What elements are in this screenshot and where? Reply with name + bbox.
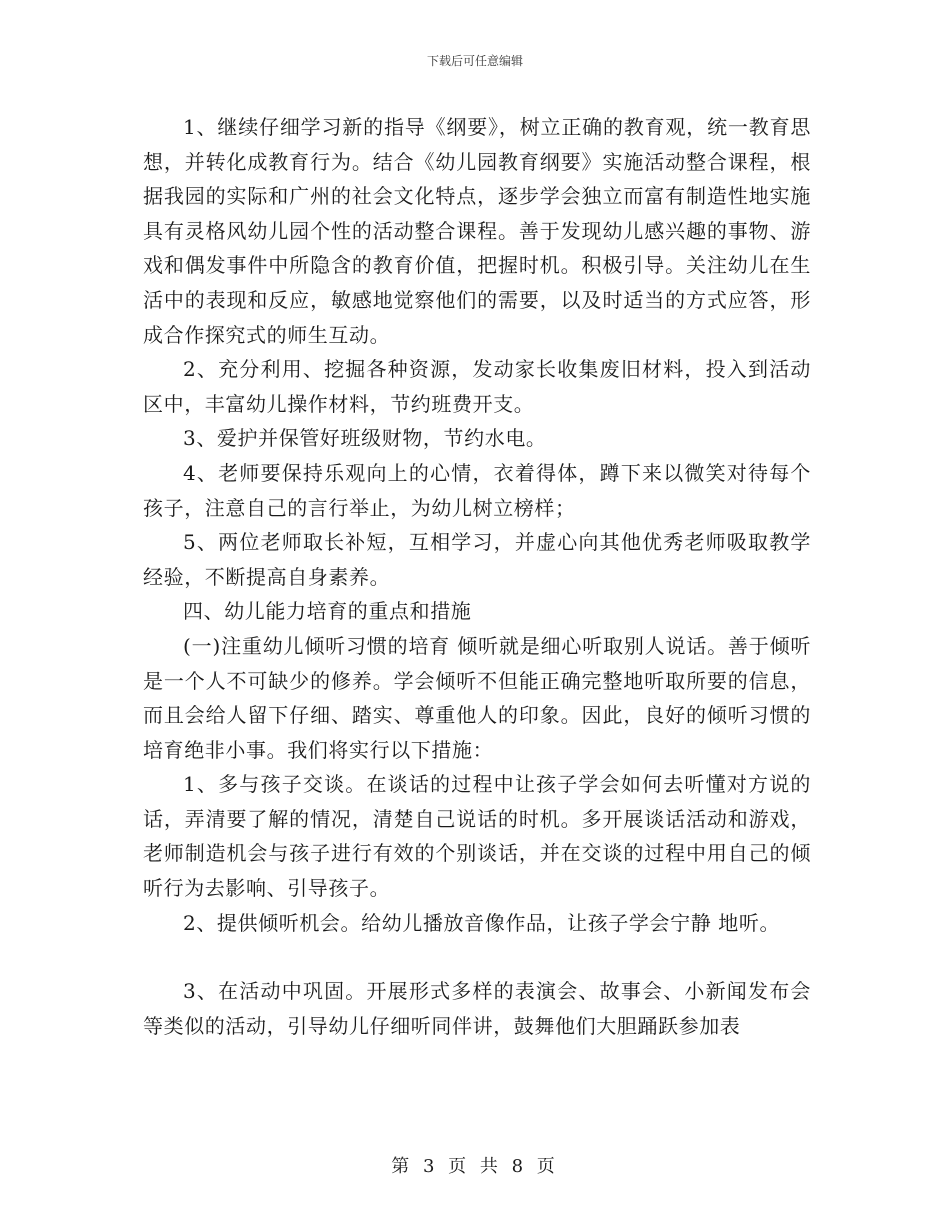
document-body bbox=[143, 110, 811, 1043]
section-heading: 四、幼儿能力培育的重点和措施 bbox=[183, 599, 472, 624]
paragraph-measure-1: 1、多与孩子交谈。在谈话的过程中让孩子学会如何去听懂对方说的话，弄清要了解的情况，清楚自己说话的时机。多开展谈话活动和游戏，老师制造机会与孩子进行有效的个别谈话，并在交谈的过程中用自己的倾听行为去影响、引导孩子。 bbox=[143, 772, 811, 901]
paragraph-5: 5、两位老师取长补短，互相学习，并虚心向其他优秀老师吸取教学经验，不断提高自身素养。 bbox=[143, 530, 811, 589]
page-footer: 第 3 页 共 8 页 bbox=[391, 1156, 559, 1177]
paragraph-measure-3: 3、在活动中巩固。开展形式多样的表演会、故事会、小新闻发布会等类似的活动，引导幼儿仔细听同伴讲，鼓舞他们大胆踊跃参加表 bbox=[143, 979, 811, 1038]
paragraph-1: 1、继续仔细学习新的指导《纲要》，树立正确的教育观，统一教育思想，并转化成教育行为。结合《幼儿园教育纲要》实施活动整合课程，根据我园的实际和广州的社会文化特点，逐步学会独立而富有制造性地实施具有灵格风幼儿园个性的活动整合课程。善于发现幼儿感兴趣的事物、游戏和偶发事件中所隐含的教育价值，把握时机。积极引导。关注幼儿在生活中的表现和反应，敏感地觉察他们的需要，以及时适当的方式应答，形成合作探究式的师生互动。 bbox=[143, 115, 811, 347]
paragraph-4: 4、老师要保持乐观向上的心情，衣着得体，蹲下来以微笑对待每个孩子，注意自己的言行举止，为幼儿树立榜样； bbox=[143, 460, 811, 520]
page-header: 下载后可任意编辑 bbox=[426, 54, 523, 68]
paragraph-measure-2: 2、提供倾听机会。给幼儿播放音像作品，让孩子学会宁静 地听。 bbox=[183, 910, 781, 935]
paragraph-subsection-1: (一)注重幼儿倾听习惯的培育 倾听就是细心听取别人说话。善于倾听是一个人不可缺少的修养。学会倾听不但能正确完整地听取所要的信息，而且会给人留下仔细、踏实、尊重他人的印象。因此，良好的倾听习惯的培育绝非小事。我们将实行以下措施： bbox=[143, 633, 811, 762]
paragraph-3: 3、爱护并保管好班级财物，节约水电。 bbox=[183, 426, 547, 451]
paragraph-2: 2、充分利用、挖掘各种资源，发动家长收集废旧材料，投入到活动区中，丰富幼儿操作材料，节约班费开支。 bbox=[143, 357, 811, 416]
